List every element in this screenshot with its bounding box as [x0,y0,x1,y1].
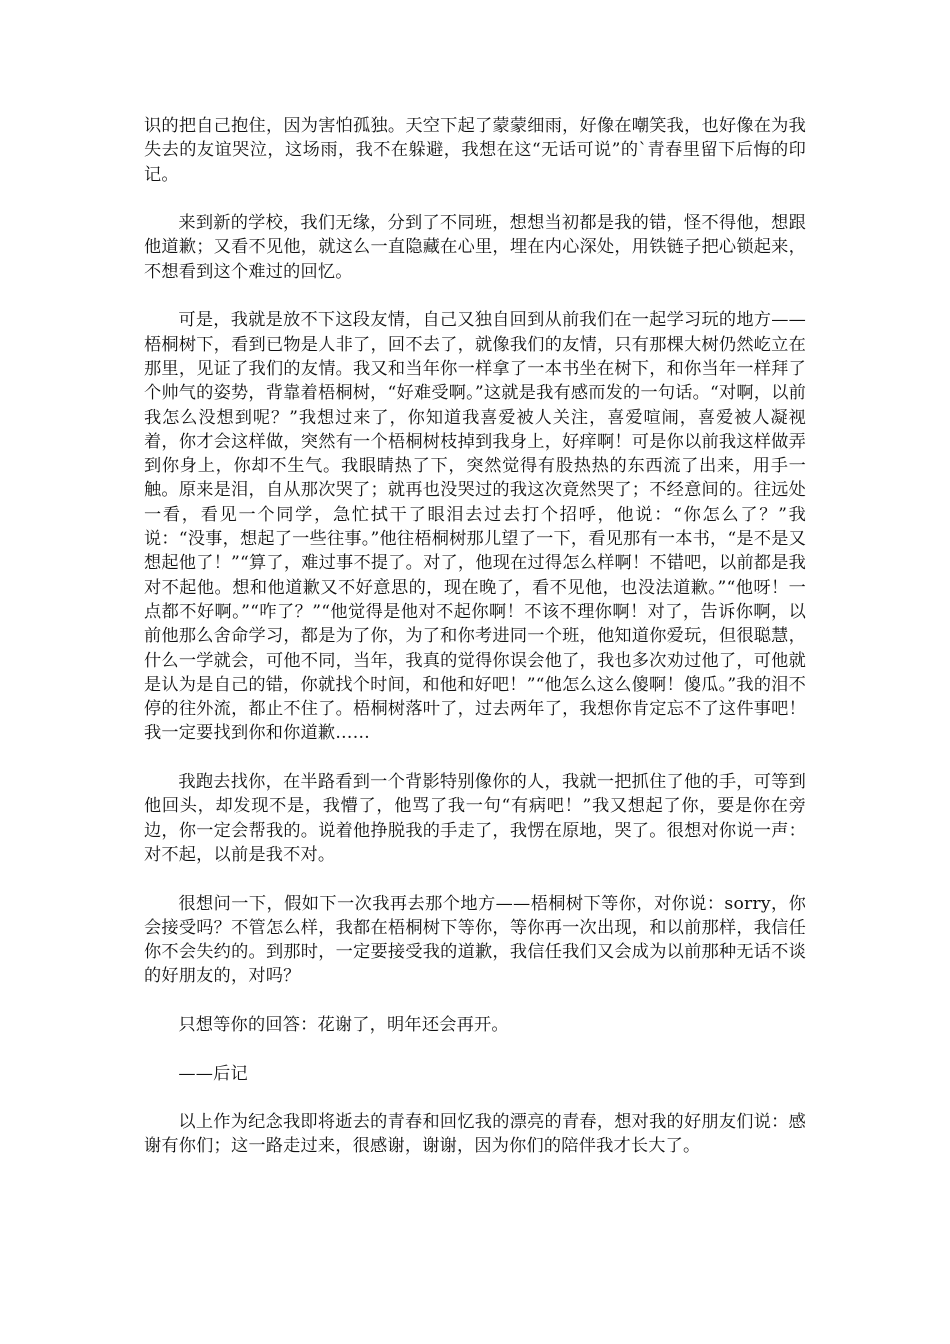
paragraph-8: 以上作为纪念我即将逝去的青春和回忆我的漂亮的青春，想对我的好朋友们说：感谢有你们；这一路走过来，很感谢，谢谢，因为你们的陪伴我才长大了。 [144,1112,806,1157]
paragraph-2: 来到新的学校，我们无缘，分到了不同班，想想当初都是我的错，怪不得他，想跟他道歉；又看不见他，就这么一直隐藏在心里，埋在内心深处，用铁链子把心锁起来，不想看到这个难过的回忆。 [144,213,806,282]
paragraph-4: 我跑去找你，在半路看到一个背影特别像你的人，我就一把抓住了他的手，可等到他回头，却发现不是，我懵了，他骂了我一句“有病吧！”我又想起了你，要是你在旁边，你一定会帮我的。说着他挣脱我的手走了，我愣在原地，哭了。很想对你说一声：对不起，以前是我不对。 [144,772,806,865]
paragraph-6: 只想等你的回答：花谢了，明年还会再开。 [178,1014,509,1035]
paragraph-1: 识的把自己抱住，因为害怕孤独。天空下起了蒙蒙细雨，好像在嘲笑我，也好像在为我失去的友谊哭泣，这场雨，我不在躲避，我想在这“无话可说”的`青春里留下后悔的印记。 [144,116,806,185]
paragraph-5: 很想问一下，假如下一次我再去那个地方——梧桐树下等你，对你说：sorry，你会接受吗？不管怎么样，我都在梧桐树下等你，等你再一次出现，和以前那样，我信任你不会失约的。到那时，一定要接受我的道歉，我信任我们又会成为以前那种无话不谈的好朋友的，对吗？ [144,893,806,987]
afterword-heading: ——后记 [178,1063,248,1084]
paragraph-3: 可是，我就是放不下这段友情，自己又独自回到从前我们在一起学习玩的地方——梧桐树下，看到已物是人非了，回不去了，就像我们的友情，只有那棵大树仍然屹立在那里，见证了我们的友情。我又和当年你一样拿了一本书坐在树下，和你当年一样拜了个帅气的姿势，背靠着梧桐树，“好难受啊。”这就是我有感而发的一句话。“对啊，以前我怎么没想到呢？”我想过来了，你知道我喜爱被人关注，喜爱喧闹，喜爱被人凝视着，你才会这样做，突然有一个梧桐树枝掉到我身上，好痒啊！可是你以前我这样做弄到你身上，你却不生气。我眼睛热了下，突然觉得有股热热的东西流了出来，用手一触。原来是泪，自从那次哭了；就再也没哭过的我这次竟然哭了；不经意间的。往远处一看，看见一个同学，急忙拭干了眼泪去过去打个招呼，他说：“你怎么了？”我说：“没事，想起了一些往事。”他往梧桐树那儿望了一下，看见那有一本书，“是不是又想起他了！”“算了，难过事不提了。对了，他现在过得怎么样啊！不错吧，以前都是我对不起他。想和他道歉又不好意思的，现在晚了，看不见他，也没法道歉。”“他呀！一点都不好啊。”“咋了？”“他觉得是他对不起你啊！不该不理你啊！对了，告诉你啊，以前他那么舍命学习，都是为了你，为了和你考进同一个班，他知道你爱玩，但很聪慧，什么一学就会，可他不同，当年，我真的觉得你误会他了，我也多次劝过他了，可他就是认为是自己的错，你就找个时间，和他和好吧！”“他怎么这么傻啊！傻瓜。”我的泪不停的往外流，都止不住了。梧桐树落叶了，过去两年了，我想你肯定忘不了这件事吧！我一定要找到你和你道歉…… [144,310,806,744]
document-page [144,114,806,1183]
